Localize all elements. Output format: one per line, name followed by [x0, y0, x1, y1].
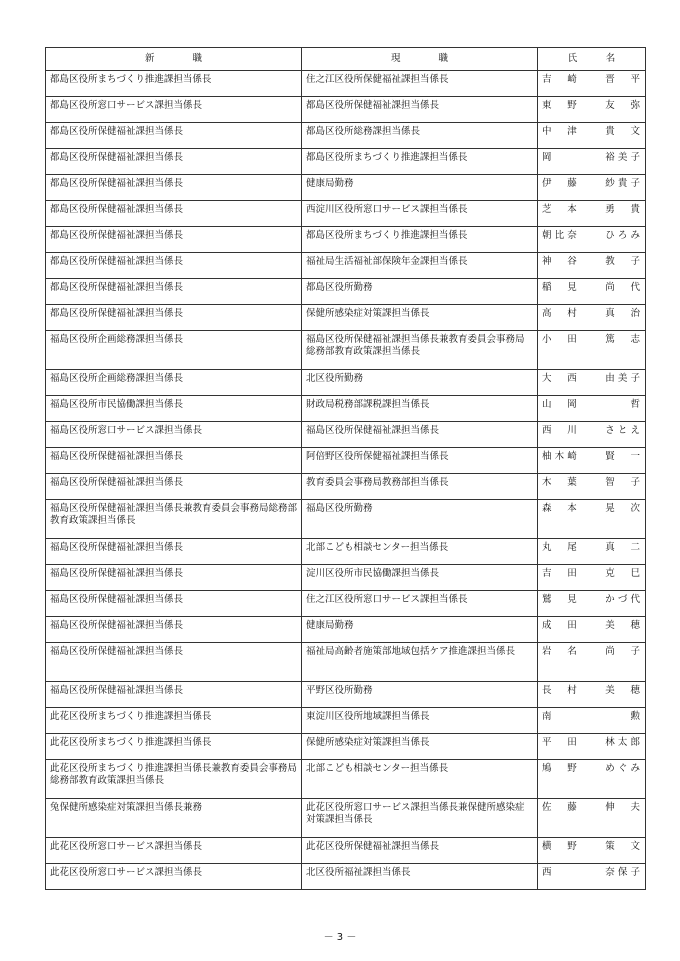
cell-name: 鳩 野 めぐみ: [538, 760, 646, 799]
table-row: [46, 708, 646, 734]
cell-new-post: 福島区役所保健福祉課担当係長: [46, 539, 302, 565]
cell-name: 朝比奈 ひろみ: [538, 227, 646, 253]
cell-new-post: 都島区役所保健福祉課担当係長: [46, 201, 302, 227]
cell-current-post: 福島区役所勤務: [302, 500, 538, 539]
cell-new-post: 福島区役所市民協働課担当係長: [46, 396, 302, 422]
table-row: [46, 305, 646, 331]
table-row: [46, 565, 646, 591]
cell-name: 西 奈保子: [538, 864, 646, 890]
table-row: [46, 500, 646, 539]
cell-current-post: 北区役所福祉課担当係長: [302, 864, 538, 890]
cell-name: 西 川 さとえ: [538, 422, 646, 448]
cell-current-post: 都島区役所まちづくり推進課担当係長: [302, 227, 538, 253]
cell-name: 芝 本 勇 貴: [538, 201, 646, 227]
cell-name: 吉 崎 晋 平: [538, 71, 646, 97]
cell-current-post: 北区役所勤務: [302, 370, 538, 396]
table-row: [46, 201, 646, 227]
cell-current-post: 福祉局高齢者施策部地域包括ケア推進課担当係長: [302, 643, 538, 682]
table-row: [46, 682, 646, 708]
cell-new-post: 此花区役所まちづくり推進課担当係長兼教育委員会事務局総務部教育政策課担当係長: [46, 760, 302, 799]
cell-current-post: 教育委員会事務局教務部担当係長: [302, 474, 538, 500]
cell-name: 山 岡 哲: [538, 396, 646, 422]
cell-current-post: 保健所感染症対策課担当係長: [302, 305, 538, 331]
cell-current-post: 北部こども相談センター担当係長: [302, 760, 538, 799]
cell-name: 中 津 貴 文: [538, 123, 646, 149]
cell-new-post: 福島区役所保健福祉課担当係長: [46, 682, 302, 708]
table-row: [46, 331, 646, 370]
cell-new-post: 福島区役所企画総務課担当係長: [46, 370, 302, 396]
cell-name: 伊 藤 紗貴子: [538, 175, 646, 201]
header-name: 氏 名: [538, 48, 646, 71]
cell-name: 小 田 篤 志: [538, 331, 646, 370]
cell-new-post: 福島区役所企画総務課担当係長: [46, 331, 302, 370]
cell-current-post: 住之江区役所窓口サービス課担当係長: [302, 591, 538, 617]
cell-name: 横 野 策 文: [538, 838, 646, 864]
cell-name: 東 野 友 弥: [538, 97, 646, 123]
cell-current-post: 此花区役所窓口サービス課担当係長兼保健所感染症対策課担当係長: [302, 799, 538, 838]
table-row: [46, 734, 646, 760]
cell-new-post: 福島区役所保健福祉課担当係長: [46, 643, 302, 682]
cell-new-post: 都島区役所窓口サービス課担当係長: [46, 97, 302, 123]
cell-name: 吉 田 克 巳: [538, 565, 646, 591]
cell-name: 丸 尾 真 二: [538, 539, 646, 565]
table-row: [46, 838, 646, 864]
cell-name: 長 村 美 穂: [538, 682, 646, 708]
cell-new-post: 都島区役所まちづくり推進課担当係長: [46, 71, 302, 97]
cell-name: 高 村 真 治: [538, 305, 646, 331]
cell-new-post: 福島区役所窓口サービス課担当係長: [46, 422, 302, 448]
table-row: [46, 448, 646, 474]
table-row: [46, 539, 646, 565]
cell-new-post: 此花区役所まちづくり推進課担当係長: [46, 708, 302, 734]
cell-new-post: 都島区役所保健福祉課担当係長: [46, 227, 302, 253]
cell-current-post: 保健所感染症対策課担当係長: [302, 734, 538, 760]
table-row: [46, 864, 646, 890]
personnel-table: [45, 47, 646, 890]
cell-new-post: 福島区役所保健福祉課担当係長: [46, 591, 302, 617]
cell-current-post: 北部こども相談センター担当係長: [302, 539, 538, 565]
cell-new-post: 都島区役所保健福祉課担当係長: [46, 123, 302, 149]
cell-new-post: 此花区役所窓口サービス課担当係長: [46, 838, 302, 864]
cell-current-post: 此花区役所保健福祉課担当係長: [302, 838, 538, 864]
table-row: [46, 175, 646, 201]
page-number: － 3 －: [323, 932, 357, 943]
cell-current-post: 財政局税務部課税課担当係長: [302, 396, 538, 422]
cell-current-post: 都島区役所勤務: [302, 279, 538, 305]
table-row: [46, 474, 646, 500]
cell-name: 岩 名 尚 子: [538, 643, 646, 682]
cell-current-post: 住之江区役所保健福祉課担当係長: [302, 71, 538, 97]
cell-new-post: 此花区役所まちづくり推進課担当係長: [46, 734, 302, 760]
cell-current-post: 平野区役所勤務: [302, 682, 538, 708]
cell-new-post: 都島区役所保健福祉課担当係長: [46, 175, 302, 201]
cell-current-post: 淀川区役所市民協働課担当係長: [302, 565, 538, 591]
cell-name: 鷲 見 かづ代: [538, 591, 646, 617]
cell-name: 森 本 晃 次: [538, 500, 646, 539]
cell-current-post: 東淀川区役所地域課担当係長: [302, 708, 538, 734]
cell-current-post: 西淀川区役所窓口サービス課担当係長: [302, 201, 538, 227]
cell-name: 柚木崎 賢 一: [538, 448, 646, 474]
table-row: [46, 370, 646, 396]
cell-current-post: 福島区役所保健福祉課担当係長: [302, 422, 538, 448]
header-row: [46, 48, 646, 71]
header-new-post: 新 職: [46, 48, 302, 71]
cell-new-post: 都島区役所保健福祉課担当係長: [46, 149, 302, 175]
cell-new-post: 都島区役所保健福祉課担当係長: [46, 279, 302, 305]
cell-new-post: 福島区役所保健福祉課担当係長: [46, 448, 302, 474]
cell-current-post: 都島区役所まちづくり推進課担当係長: [302, 149, 538, 175]
table-row: [46, 71, 646, 97]
cell-name: 大 西 由美子: [538, 370, 646, 396]
header-current-post: 現 職: [302, 48, 538, 71]
cell-name: 成 田 美 穂: [538, 617, 646, 643]
cell-current-post: 福祉局生活福祉部保険年金課担当係長: [302, 253, 538, 279]
cell-new-post: 都島区役所保健福祉課担当係長: [46, 253, 302, 279]
cell-name: 神 谷 教 子: [538, 253, 646, 279]
cell-new-post: 兔保健所感染症対策課担当係長兼務: [46, 799, 302, 838]
table-row: [46, 97, 646, 123]
table-row: [46, 253, 646, 279]
table-row: [46, 149, 646, 175]
table-row: [46, 227, 646, 253]
cell-current-post: 阿倍野区役所保健福祉課担当係長: [302, 448, 538, 474]
cell-new-post: 福島区役所保健福祉課担当係長兼教育委員会事務局総務部教育政策課担当係長: [46, 500, 302, 539]
cell-new-post: 福島区役所保健福祉課担当係長: [46, 565, 302, 591]
table-row: [46, 279, 646, 305]
cell-current-post: 都島区役所保健福祉課担当係長: [302, 97, 538, 123]
table-row: [46, 422, 646, 448]
cell-new-post: 福島区役所保健福祉課担当係長: [46, 474, 302, 500]
table-body: [46, 71, 646, 890]
table-row: [46, 617, 646, 643]
table-row: [46, 591, 646, 617]
cell-new-post: 都島区役所保健福祉課担当係長: [46, 305, 302, 331]
cell-current-post: 健康局勤務: [302, 617, 538, 643]
cell-new-post: 福島区役所保健福祉課担当係長: [46, 617, 302, 643]
cell-new-post: 此花区役所窓口サービス課担当係長: [46, 864, 302, 890]
cell-name: 木 葉 智 子: [538, 474, 646, 500]
cell-name: 佐 藤 伸 夫: [538, 799, 646, 838]
cell-name: 平 田 林太郎: [538, 734, 646, 760]
table-row: [46, 760, 646, 799]
cell-current-post: 健康局勤務: [302, 175, 538, 201]
table-row: [46, 396, 646, 422]
table-row: [46, 123, 646, 149]
cell-name: 稲 見 尚 代: [538, 279, 646, 305]
cell-current-post: 福島区役所保健福祉課担当係長兼教育委員会事務局総務部教育政策課担当係長: [302, 331, 538, 370]
cell-name: 岡 裕美子: [538, 149, 646, 175]
cell-current-post: 都島区役所総務課担当係長: [302, 123, 538, 149]
table-row: [46, 643, 646, 682]
cell-name: 南 勲: [538, 708, 646, 734]
table-row: [46, 799, 646, 838]
